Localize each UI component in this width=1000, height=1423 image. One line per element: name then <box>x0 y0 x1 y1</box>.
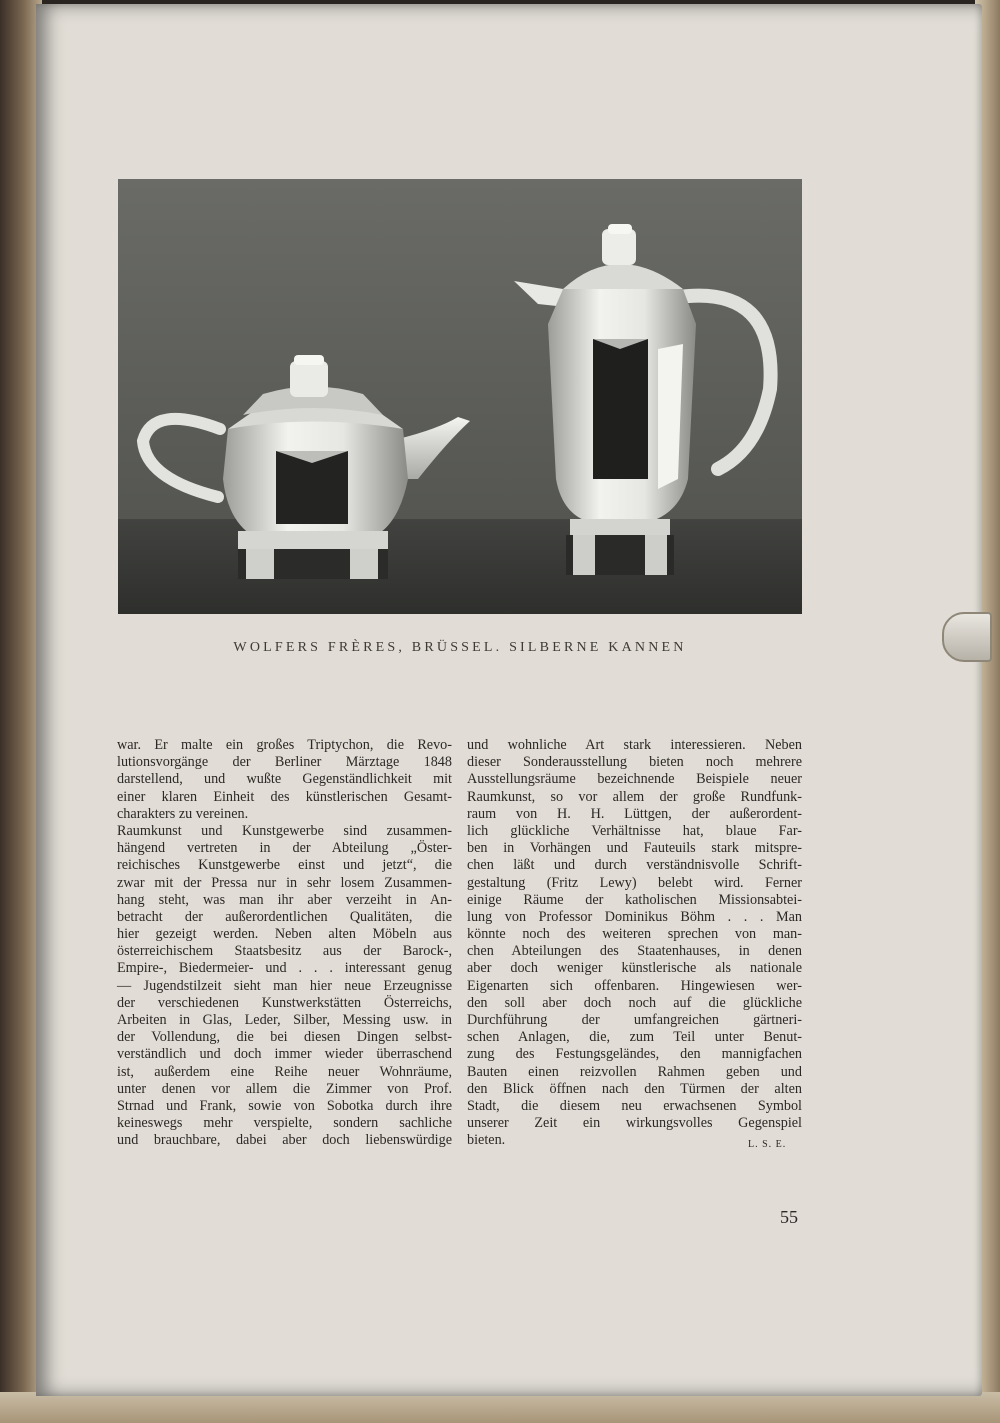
text-line: Raumkunst, so vor allem der große Rundfunk- <box>467 788 802 805</box>
text-line: gestaltung (Fritz Lewy) belebt wird. Ferner <box>467 874 802 891</box>
text-line: zwar mit der Pressa nur in sehr losem Zusammen- <box>117 874 452 891</box>
page-number: 55 <box>780 1207 798 1227</box>
text-line: hier gezeigt werden. Neben alten Möbeln aus <box>117 926 452 943</box>
text-line: hang steht, was man ihr aber verzeiht in An- <box>117 891 452 908</box>
text-line: Raumkunst und Kunstgewerbe sind zusammen- <box>117 822 452 839</box>
text-line: Eigenarten sich offenbaren. Hingewiesen wer- <box>467 977 802 994</box>
text-line: Arbeiten in Glas, Leder, Silber, Messing usw. in <box>117 1012 452 1028</box>
text-line: ist, außerdem eine Reihe neuer Wohnräume, <box>117 1063 452 1080</box>
text-line: der Vollendung, die bei diesen Dingen selbst- <box>117 1029 452 1046</box>
text-line: zung des Festungsgeländes, den mannigfachen <box>467 1046 802 1063</box>
text-line: war. Er malte ein großes Triptychon, die Revo- <box>117 737 452 753</box>
text-line: lung von Professor Dominikus Böhm . . . Man <box>467 908 802 925</box>
text-line: der verschiedenen Kunstwerkstätten Österreichs, <box>117 994 452 1011</box>
text-line: charakters zu vereinen. <box>117 805 249 822</box>
text-line: könnte noch des weiteren sprechen von man- <box>467 926 802 943</box>
text-line: dieser Sonderausstellung bieten noch mehrere <box>467 754 802 771</box>
text-line: ben in Vorhängen und Fauteuils stark mitspre- <box>467 840 802 857</box>
text-line: einer klaren Einheit des künstlerischen Gesamt- <box>117 788 452 805</box>
text-line: Durchführung der umfangreichen gärtneri- <box>467 1012 802 1028</box>
text-line: einige Räume der katholischen Missionsabtei- <box>467 891 802 908</box>
paper-clip-icon <box>942 612 992 662</box>
text-line: lutionsvorgänge der Berliner Märztage 1848 <box>117 754 452 771</box>
text-line: lich glückliche Verhältnisse hat, blaue Far- <box>467 822 802 839</box>
text-line: unter denen vor allem die Zimmer von Prof. <box>117 1080 452 1097</box>
text-line: bieten. <box>467 1132 506 1149</box>
text-line: verständlich und doch immer wieder überraschend <box>117 1046 452 1063</box>
text-line: Ausstellungsräume bezeichnende Beispiele neuer <box>467 771 802 788</box>
text-line: reichisches Kunstgewerbe einst und jetzt“, die <box>117 857 452 874</box>
text-line: den Blick öffnen nach den Türmen der alten <box>467 1080 802 1097</box>
text-line: hängend vertreten in der Abteilung „Öster- <box>117 840 452 857</box>
photograph-silver-pots <box>118 179 802 614</box>
text-line: darstellend, und wußte Gegenständlichkeit mit <box>117 771 452 788</box>
text-line: und brauchbare, dabei aber doch liebenswürdige <box>117 1132 452 1149</box>
text-line: Bauten einen reizvollen Rahmen geben und <box>467 1063 802 1080</box>
text-column-right <box>467 737 802 1150</box>
text-line: Strnad und Frank, sowie von Sobotka durch ihre <box>117 1097 452 1114</box>
text-line: österreichischem Staatsbesitz aus der Barock-, <box>117 943 452 960</box>
photo-caption: WOLFERS FRÈRES, BRÜSSEL. SILBERNE KANNEN <box>233 640 687 655</box>
text-line: raum von H. H. Lüttgen, der außerordent- <box>467 805 802 822</box>
text-line: Empire-, Biedermeier- und . . . interessant genug <box>117 960 452 977</box>
text-line: chen Abteilungen des Staatenhauses, in denen <box>467 943 802 960</box>
author-initials: L. S. E. <box>748 1139 787 1150</box>
text-line: aber doch weniger künstlerische als nationale <box>467 960 802 977</box>
text-line: Stadt, die diesem neu erwachsenen Symbol <box>467 1097 802 1114</box>
text-line: und wohnliche Art stark interessieren. Neben <box>467 737 802 753</box>
page-edges-bottom <box>0 1392 1000 1423</box>
text-line: schen Anlagen, die, zum Teil unter Benut- <box>467 1029 802 1046</box>
text-line: — Jugendstilzeit sieht man hier neue Erzeugnisse <box>117 977 452 994</box>
text-line: keineswegs mehr verspielte, sondern sachliche <box>117 1115 452 1132</box>
text-line: den soll aber doch noch auf die glückliche <box>467 994 802 1011</box>
text-column-left <box>117 737 452 1150</box>
text-line: unserer Zeit ein wirkungsvolles Gegenspiel <box>467 1115 802 1132</box>
text-line: betracht der außerordentlichen Qualitäten, die <box>117 908 452 925</box>
text-line: chen läßt und durch verständnisvolle Schrift- <box>467 857 802 874</box>
